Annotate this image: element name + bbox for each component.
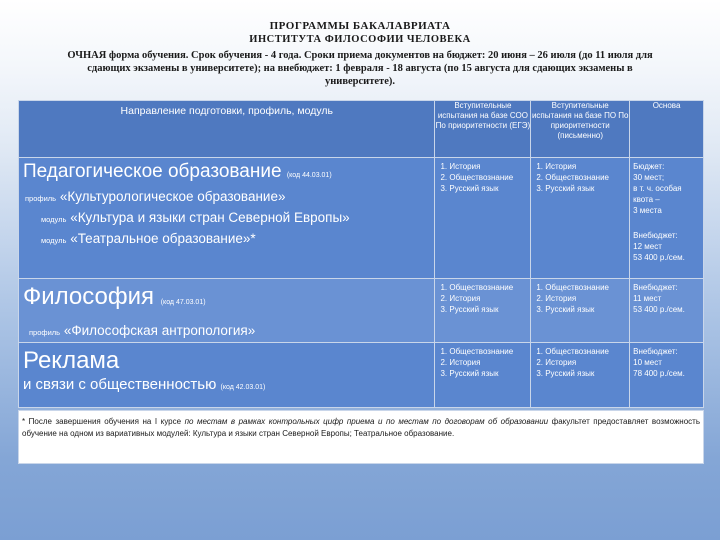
paid-label: Внебюджет: bbox=[633, 347, 678, 356]
col-header-direction: Направление подготовки, профиль, модуль bbox=[19, 101, 435, 158]
list-item: 3. Русский язык bbox=[536, 305, 595, 314]
col-header-exams-po: Вступительные испытания на базе ПО По приоритетности (письменно) bbox=[531, 101, 630, 158]
list-item: 1. Обществознание bbox=[536, 347, 610, 356]
footnote: * После завершения обучения на I курсе по местам в рамках контрольных цифр приема и по местам по договорам об образовании факультет предоставляет возможность обучение на одном из вариативных модулей: Культура и языки стран Северной Европы; Театральное образование. bbox=[18, 410, 704, 464]
info-bold-start: ОЧНАЯ bbox=[67, 50, 107, 61]
paid-label: Внебюджет: bbox=[633, 231, 678, 240]
table-header-row bbox=[19, 101, 704, 158]
quota-line: квота – bbox=[633, 195, 660, 204]
profile-line: профиль «Философская антропология» bbox=[29, 323, 256, 338]
list-item: 2. История bbox=[536, 294, 577, 303]
program-code: (код 44.03.01) bbox=[286, 172, 332, 179]
direction-cell bbox=[19, 158, 435, 279]
list-item: 2. Обществознание bbox=[440, 173, 514, 182]
info-rest: форма обучения. Срок обучения - 4 года. Сроки приема документов на бюджет: 20 июня – 26 июля (до 11 июля для сдающих экзамены в университете); на внебюджет: 1 февраля - 18 августа (по 15 августа для сдающих экзамены в университете). bbox=[87, 50, 653, 87]
list-item: 2. История bbox=[440, 294, 481, 303]
col-header-basis: Основа bbox=[630, 101, 704, 158]
paid-label: Внебюджет: bbox=[633, 283, 678, 292]
list-item: 1. История bbox=[536, 162, 577, 171]
list-item: 3. Русский язык bbox=[536, 369, 595, 378]
exams-soo-cell bbox=[435, 279, 531, 343]
basis-cell bbox=[630, 158, 704, 279]
price: 78 400 р./сем. bbox=[633, 369, 685, 378]
program-subtitle: и связи с общественностью (код 42.03.01) bbox=[23, 376, 266, 393]
col-header-exams-soo: Вступительные испытания на базе СОО По приоритетности (ЕГЭ) bbox=[435, 101, 531, 158]
paid-places: 11 мест bbox=[633, 294, 662, 303]
price: 53 400 р./сем. bbox=[633, 253, 685, 262]
program-code: (код 42.03.01) bbox=[220, 384, 266, 391]
program-title: Реклама bbox=[23, 347, 120, 374]
list-item: 2. История bbox=[536, 358, 577, 367]
program-title: Философия (код 47.03.01) bbox=[23, 283, 206, 310]
table-row bbox=[19, 279, 704, 343]
list-item: 2. История bbox=[440, 358, 481, 367]
price: 53 400 р./сем. bbox=[633, 305, 685, 314]
quota-line: в т. ч. особая bbox=[633, 184, 682, 193]
title-line-2: ИНСТИТУТА ФИЛОСОФИИ ЧЕЛОВЕКА bbox=[249, 34, 471, 45]
exams-po-cell bbox=[531, 158, 630, 279]
exams-soo-cell bbox=[435, 158, 531, 279]
direction-cell bbox=[19, 343, 435, 408]
exams-po-cell bbox=[531, 343, 630, 408]
list-item: 3. Русский язык bbox=[440, 184, 499, 193]
title-line-1: ПРОГРАММЫ БАКАЛАВРИАТА bbox=[269, 20, 451, 32]
admission-info bbox=[60, 49, 660, 88]
profile-line: профиль «Культурологическое образование» bbox=[25, 189, 286, 204]
table-row bbox=[19, 158, 704, 279]
list-item: 2. Обществознание bbox=[536, 173, 610, 182]
exams-po-cell bbox=[531, 279, 630, 343]
program-title: Педагогическое образование (код 44.03.01) bbox=[23, 161, 332, 182]
basis-cell bbox=[630, 279, 704, 343]
list-item: 1. Обществознание bbox=[536, 283, 610, 292]
list-item: 1. Обществознание bbox=[440, 347, 514, 356]
programs-table bbox=[18, 100, 704, 408]
list-item: 3. Русский язык bbox=[440, 369, 499, 378]
paid-places: 12 мест bbox=[633, 242, 662, 251]
budget-label: Бюджет: bbox=[633, 162, 665, 171]
footnote-italic: по местам в рамках контрольных цифр приема и по местам по договорам об образовании bbox=[184, 417, 549, 426]
basis-cell bbox=[630, 343, 704, 408]
quota-line: 3 места bbox=[633, 206, 662, 215]
module-line-2: модуль «Театральное образование»* bbox=[41, 231, 256, 246]
list-item: 3. Русский язык bbox=[536, 184, 595, 193]
budget-places: 30 мест; bbox=[633, 173, 665, 182]
paid-places: 10 мест bbox=[633, 358, 662, 367]
module-line-1: модуль «Культура и языки стран Северной Европы» bbox=[41, 210, 350, 225]
list-item: 1. История bbox=[440, 162, 481, 171]
exams-soo-cell bbox=[435, 343, 531, 408]
list-item: 1. Обществознание bbox=[440, 283, 514, 292]
table-row bbox=[19, 343, 704, 408]
list-item: 3. Русский язык bbox=[440, 305, 499, 314]
direction-cell bbox=[19, 279, 435, 343]
document-header bbox=[0, 20, 720, 88]
program-code: (код 47.03.01) bbox=[160, 299, 206, 306]
